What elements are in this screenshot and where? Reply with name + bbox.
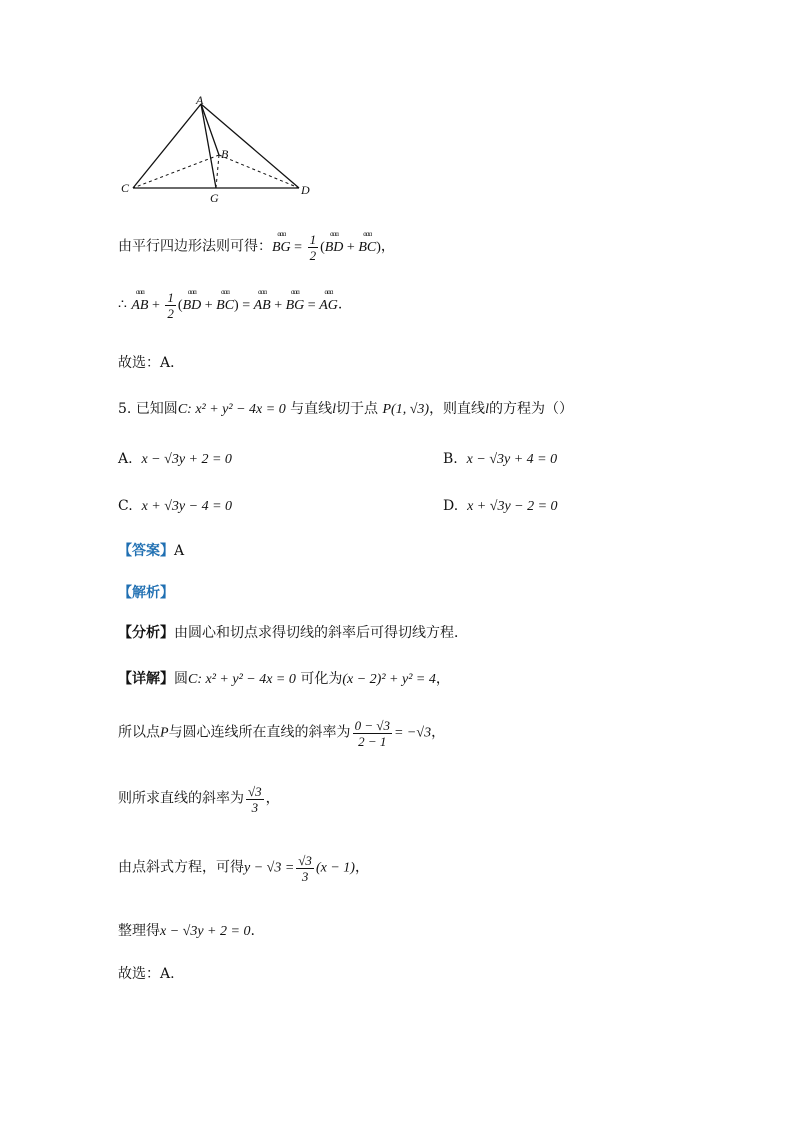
triangle-figure (115, 92, 335, 202)
step-3: 由点斜式方程，可得y − √3 = $\frac{√3}{3}$ (x − 1)， (118, 853, 369, 884)
option-d[interactable]: D. x + √3y − 2 = 0 (443, 498, 558, 514)
fenxi-line: 【分析】由圆心和切点求得切线的斜率后可得切线方程． (118, 625, 468, 641)
step-2: 则所求直线的斜率为 $\frac{√3}{3}$ ， (118, 784, 280, 815)
label-A: A (196, 93, 204, 107)
answer-value: A (174, 543, 185, 559)
proof-line-2: ∴ ɑɑɑ AB + $\frac{1}{2}$ ( ɑɑɑ BD + ɑɑɑ BC) = ɑɑɑ AB + ɑɑɑ BG = ɑɑɑ AG. (118, 287, 343, 321)
edge-BD (219, 155, 299, 188)
edge-AG (201, 104, 216, 188)
label-C: C (121, 181, 130, 195)
label-B: B (221, 147, 229, 161)
option-c[interactable]: C. x + √3y − 4 = 0 (118, 498, 233, 514)
label-G: G (210, 191, 219, 202)
step-1: 所以点P与圆心连线所在直线的斜率为 $\frac{0 - √3}{2 - 1}$ = −√3， (118, 718, 446, 749)
label-D: D (301, 183, 310, 197)
edge-BG (216, 155, 219, 188)
analysis-tag: 【解析】 (118, 585, 174, 601)
step-4: 整理得x − √3y + 2 = 0. (118, 923, 255, 939)
proof-line-1: 由平行四边形法则可得： ɑɑɑ BG = $\frac{1}{2}$ ( ɑɑɑ BD + ɑɑɑ BC)， (118, 229, 395, 263)
answer-tag: 【答案】 (118, 543, 174, 559)
option-b[interactable]: B. x − √3y + 4 = 0 (443, 451, 558, 467)
detail-line: 【详解】圆C: x² + y² − 4x = 0 可化为(x − 2)² + y² = 4， (118, 671, 450, 687)
choose-text-1: 故选：A． (118, 355, 185, 371)
choose-text-2: 故选：A. (118, 966, 175, 982)
question-5: 5. 已知圆C: x² + y² − 4x = 0 与直线l切于点 P(1, √3)，则直线l的方程为（） (118, 401, 573, 417)
option-a[interactable]: A. x − √3y + 2 = 0 (118, 451, 232, 467)
answer-line (118, 540, 184, 560)
